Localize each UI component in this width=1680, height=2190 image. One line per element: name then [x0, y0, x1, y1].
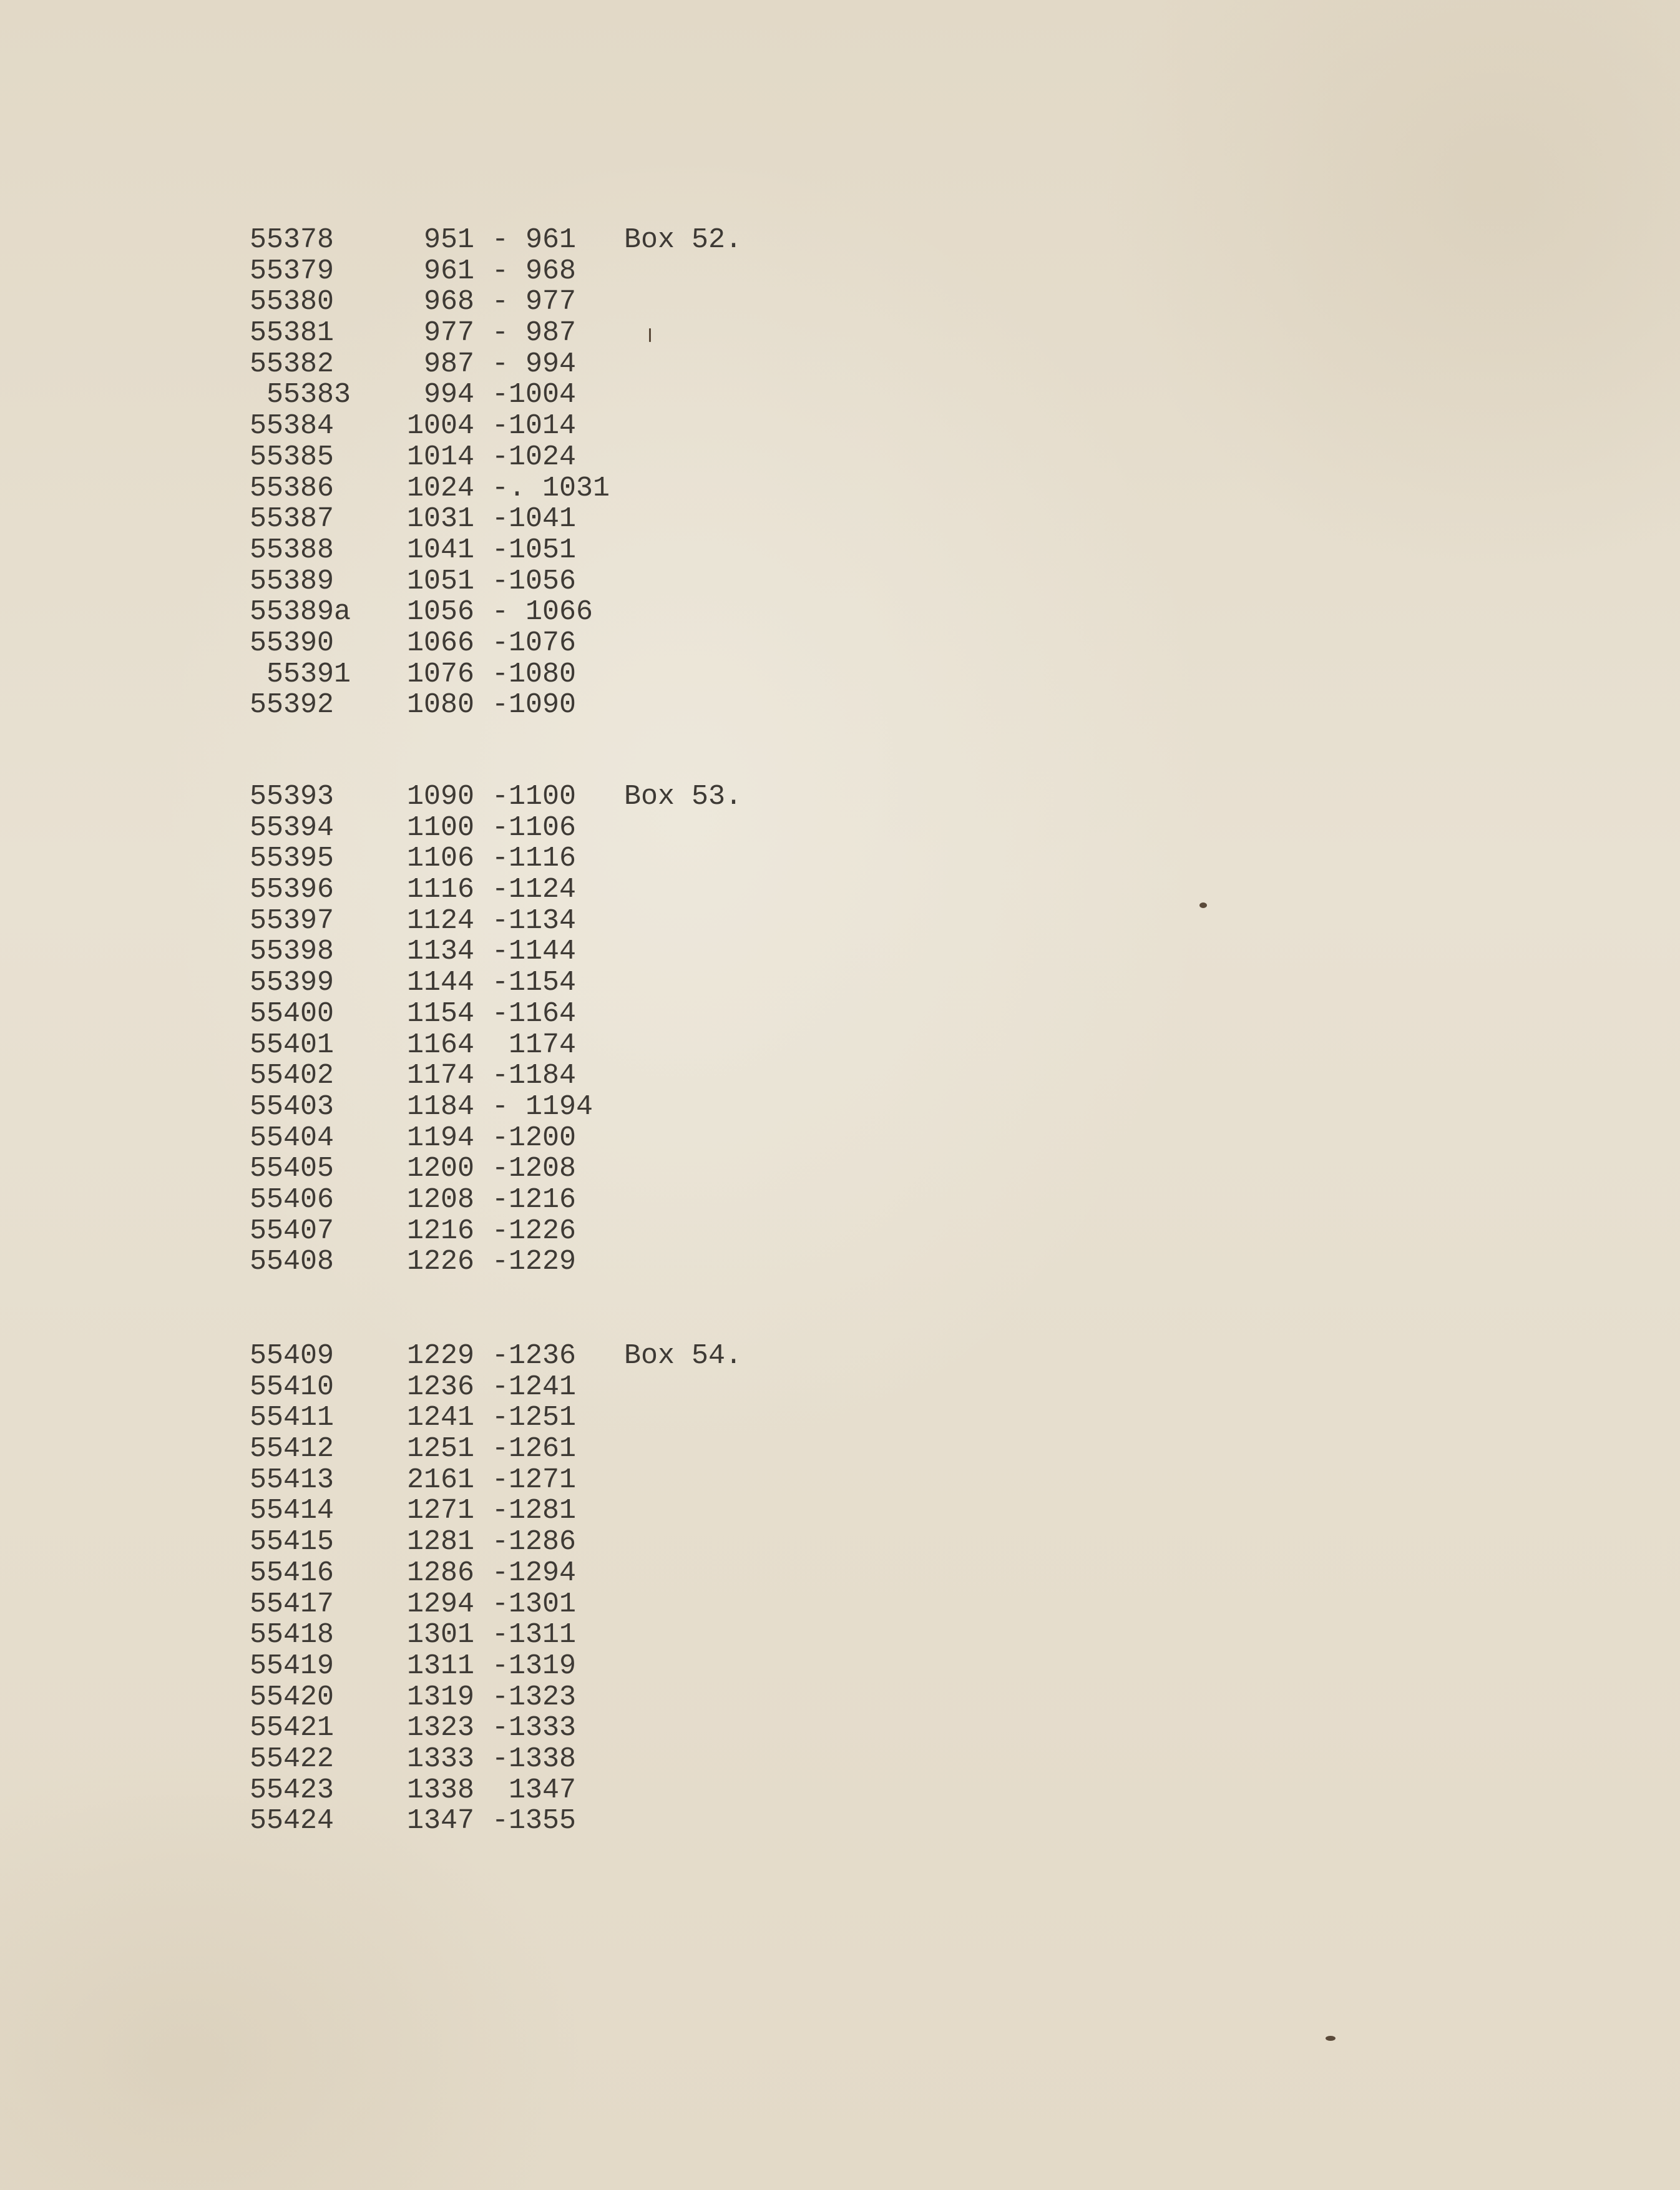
- item-number: 55382: [250, 348, 335, 380]
- item-number: 55388: [250, 534, 335, 566]
- range-start: 1024: [406, 472, 474, 504]
- range-end: -1051: [492, 534, 577, 566]
- range-start: 1174: [406, 1060, 474, 1092]
- item-number: 55389: [250, 565, 335, 597]
- range-end: -1080: [492, 658, 577, 690]
- range-start: 1294: [406, 1588, 474, 1620]
- range-end: -1184: [492, 1060, 577, 1092]
- range-end: -1100: [492, 781, 577, 813]
- range-end: -1090: [492, 689, 577, 721]
- range-start: 1301: [406, 1619, 474, 1651]
- range-end: -1164: [492, 997, 577, 1030]
- list-item: [250, 781, 874, 813]
- range-end: -1281: [492, 1495, 577, 1527]
- list-item: [250, 1060, 874, 1092]
- list-item: [250, 1806, 874, 1837]
- range-start: 1281: [406, 1526, 474, 1558]
- list-item: [250, 566, 874, 597]
- range-start: 1323: [406, 1712, 474, 1744]
- range-end: -1271: [492, 1464, 577, 1496]
- list-item: [250, 535, 874, 566]
- range-end: -1319: [492, 1650, 577, 1682]
- item-number: 55405: [250, 1153, 335, 1185]
- range-start: 1216: [406, 1215, 474, 1247]
- range-end: -1311: [492, 1619, 577, 1651]
- item-number: 55416: [250, 1557, 335, 1589]
- range-end: - 1194: [492, 1090, 593, 1123]
- range-start: 1154: [406, 997, 474, 1030]
- box-group-54: [250, 1341, 874, 1837]
- item-number: 55420: [250, 1681, 335, 1713]
- item-number: 55384: [250, 410, 335, 442]
- list-item: [250, 1341, 874, 1372]
- list-item: [250, 906, 874, 937]
- list-item: [250, 1185, 874, 1216]
- range-start: 1041: [406, 534, 474, 566]
- item-number: 55411: [250, 1402, 335, 1434]
- item-number: 55413: [250, 1464, 335, 1496]
- range-start: 1080: [406, 689, 474, 721]
- item-number: 55391: [250, 658, 351, 690]
- list-item: [250, 1589, 874, 1620]
- range-start: 1100: [406, 811, 474, 844]
- range-start: 1333: [406, 1743, 474, 1775]
- item-number: 55380: [250, 286, 335, 318]
- range-end: -1208: [492, 1153, 577, 1185]
- range-end: -1041: [492, 503, 577, 535]
- range-start: 994: [423, 379, 474, 411]
- item-number: 55385: [250, 441, 335, 473]
- range-end: -1236: [492, 1340, 577, 1372]
- item-number: 55393: [250, 781, 335, 813]
- range-start: 1106: [406, 843, 474, 875]
- item-number: 55383: [250, 379, 351, 411]
- item-number: 55408: [250, 1246, 335, 1278]
- range-start: 1241: [406, 1402, 474, 1434]
- range-end: -1056: [492, 565, 577, 597]
- list-item: [250, 999, 874, 1030]
- range-start: 968: [423, 286, 474, 318]
- range-start: 1144: [406, 967, 474, 999]
- item-number: 55417: [250, 1588, 335, 1620]
- range-end: -1301: [492, 1588, 577, 1620]
- item-number: 55394: [250, 811, 335, 844]
- list-item: [250, 1153, 874, 1185]
- range-start: 1236: [406, 1371, 474, 1403]
- list-item: [250, 1713, 874, 1744]
- list-item: [250, 1402, 874, 1434]
- range-end: -1076: [492, 627, 577, 659]
- range-end: -1106: [492, 811, 577, 844]
- range-end: -1116: [492, 843, 577, 875]
- range-start: 1319: [406, 1681, 474, 1713]
- box-group-52: [250, 225, 874, 721]
- range-start: 1226: [406, 1246, 474, 1278]
- range-end: -1355: [492, 1805, 577, 1837]
- range-start: 1286: [406, 1557, 474, 1589]
- item-number: 55406: [250, 1183, 335, 1216]
- range-start: 1311: [406, 1650, 474, 1682]
- box-group-53: [250, 781, 874, 1278]
- range-end: -1024: [492, 441, 577, 473]
- range-start: 1184: [406, 1090, 474, 1123]
- item-number: 55398: [250, 936, 335, 968]
- range-start: 1208: [406, 1183, 474, 1216]
- range-start: 1271: [406, 1495, 474, 1527]
- range-start: 1014: [406, 441, 474, 473]
- item-number: 55415: [250, 1526, 335, 1558]
- list-item: [250, 442, 874, 473]
- range-start: 1004: [406, 410, 474, 442]
- list-item: [250, 1092, 874, 1123]
- list-item: [250, 473, 874, 504]
- range-start: 1066: [406, 627, 474, 659]
- list-item: [250, 1246, 874, 1278]
- list-item: [250, 628, 874, 659]
- range-end: -1154: [492, 967, 577, 999]
- range-end: 1347: [492, 1774, 577, 1806]
- list-item: [250, 256, 874, 287]
- range-start: 1056: [406, 596, 474, 628]
- range-end: -1216: [492, 1183, 577, 1216]
- range-start: 1076: [406, 658, 474, 690]
- range-end: - 968: [492, 255, 577, 287]
- paper-speck: [1326, 2036, 1336, 2041]
- list-item: [250, 286, 874, 318]
- range-end: - 977: [492, 286, 577, 318]
- list-item: [250, 1682, 874, 1713]
- range-end: - 1066: [492, 596, 593, 628]
- list-item: [250, 874, 874, 906]
- item-number: 55389a: [250, 596, 351, 628]
- range-end: -1014: [492, 410, 577, 442]
- range-end: -1251: [492, 1402, 577, 1434]
- range-end: -1323: [492, 1681, 577, 1713]
- list-item: [250, 1434, 874, 1465]
- range-start: 1200: [406, 1153, 474, 1185]
- range-start: 1194: [406, 1122, 474, 1154]
- item-number: 55395: [250, 843, 335, 875]
- range-end: -. 1031: [492, 472, 610, 504]
- paper-speck: [1199, 902, 1207, 908]
- item-number: 55423: [250, 1774, 335, 1806]
- list-item: [250, 1465, 874, 1496]
- range-start: 1338: [406, 1774, 474, 1806]
- range-end: - 987: [492, 317, 577, 350]
- list-item: [250, 1123, 874, 1154]
- paper-speck: [649, 328, 651, 342]
- range-start: 1347: [406, 1805, 474, 1837]
- item-number: 55400: [250, 997, 335, 1030]
- list-item: [250, 411, 874, 442]
- range-end: -1124: [492, 874, 577, 906]
- item-number: 55378: [250, 224, 335, 256]
- range-start: 951: [423, 224, 474, 256]
- range-end: -1338: [492, 1743, 577, 1775]
- item-number: 55412: [250, 1433, 335, 1465]
- range-start: 2161: [406, 1464, 474, 1496]
- list-item: [250, 1775, 874, 1806]
- item-number: 55390: [250, 627, 335, 659]
- range-end: -1229: [492, 1246, 577, 1278]
- range-end: -1200: [492, 1122, 577, 1154]
- range-start: 961: [423, 255, 474, 287]
- list-item: [250, 1030, 874, 1061]
- item-number: 55403: [250, 1090, 335, 1123]
- range-end: -1226: [492, 1215, 577, 1247]
- range-start: 1124: [406, 904, 474, 937]
- range-end: -1144: [492, 936, 577, 968]
- range-end: -1241: [492, 1371, 577, 1403]
- list-item: [250, 1651, 874, 1682]
- list-item: [250, 1495, 874, 1527]
- range-start: 1251: [406, 1433, 474, 1465]
- range-end: 1174: [492, 1029, 577, 1061]
- item-number: 55386: [250, 472, 335, 504]
- range-start: 1164: [406, 1029, 474, 1061]
- item-number: 55424: [250, 1805, 335, 1837]
- item-number: 55407: [250, 1215, 335, 1247]
- item-number: 55410: [250, 1371, 335, 1403]
- item-number: 55401: [250, 1029, 335, 1061]
- item-number: 55409: [250, 1340, 335, 1372]
- item-number: 55396: [250, 874, 335, 906]
- list-item: [250, 1744, 874, 1775]
- range-end: -1286: [492, 1526, 577, 1558]
- item-number: 55399: [250, 967, 335, 999]
- list-item: [250, 690, 874, 721]
- item-number: 55387: [250, 503, 335, 535]
- list-item: [250, 1372, 874, 1403]
- range-start: 1134: [406, 936, 474, 968]
- item-number: 55421: [250, 1712, 335, 1744]
- range-start: 977: [423, 317, 474, 350]
- range-end: - 961: [492, 224, 577, 256]
- list-item: [250, 967, 874, 999]
- list-item: [250, 349, 874, 380]
- range-end: - 994: [492, 348, 577, 380]
- range-start: 1090: [406, 781, 474, 813]
- list-item: [250, 1527, 874, 1558]
- range-end: -1134: [492, 904, 577, 937]
- item-number: 55392: [250, 689, 335, 721]
- range-start: 1031: [406, 503, 474, 535]
- box-label: Box 54.: [624, 1340, 743, 1372]
- list-item: [250, 936, 874, 967]
- list-item: [250, 379, 874, 411]
- item-number: 55404: [250, 1122, 335, 1154]
- item-number: 55379: [250, 255, 335, 287]
- range-end: -1261: [492, 1433, 577, 1465]
- list-item: [250, 813, 874, 844]
- item-number: 55402: [250, 1060, 335, 1092]
- range-end: -1333: [492, 1712, 577, 1744]
- list-item: [250, 504, 874, 535]
- list-item: [250, 597, 874, 628]
- range-start: 1116: [406, 874, 474, 906]
- list-item: [250, 225, 874, 256]
- item-number: 55397: [250, 904, 335, 937]
- item-number: 55381: [250, 317, 335, 350]
- item-number: 55419: [250, 1650, 335, 1682]
- list-item: [250, 318, 874, 349]
- list-item: [250, 1558, 874, 1589]
- list-item: [250, 843, 874, 874]
- range-end: -1294: [492, 1557, 577, 1589]
- item-number: 55414: [250, 1495, 335, 1527]
- list-item: [250, 1620, 874, 1651]
- box-label: Box 53.: [624, 781, 743, 813]
- list-item: [250, 1216, 874, 1247]
- range-start: 987: [423, 348, 474, 380]
- box-label: Box 52.: [624, 224, 743, 256]
- range-end: -1004: [492, 379, 577, 411]
- range-start: 1051: [406, 565, 474, 597]
- range-start: 1229: [406, 1340, 474, 1372]
- item-number: 55418: [250, 1619, 335, 1651]
- item-number: 55422: [250, 1743, 335, 1775]
- list-item: [250, 659, 874, 690]
